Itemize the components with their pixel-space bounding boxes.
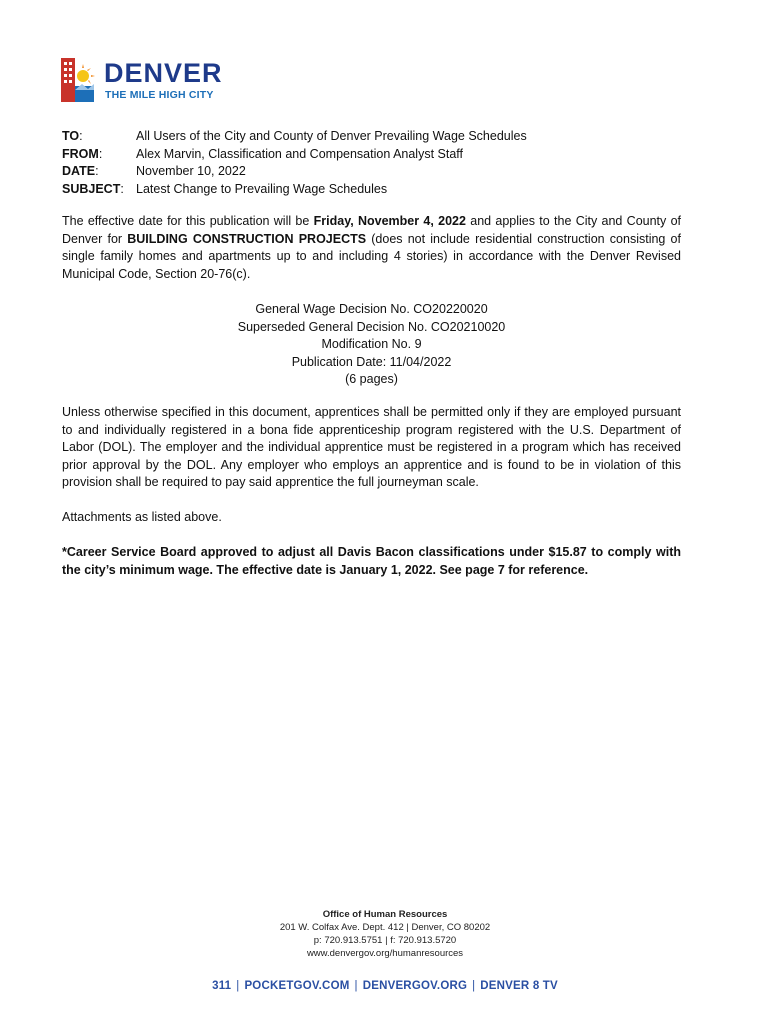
project-type: BUILDING CONSTRUCTION PROJECTS bbox=[127, 231, 367, 246]
footer-links: 311 | POCKETGOV.COM | DENVERGOV.ORG | DENVER 8 TV bbox=[212, 980, 558, 992]
footer-contact bbox=[0, 908, 770, 960]
link-pocketgov[interactable]: POCKETGOV.COM bbox=[244, 980, 350, 992]
link-denver8tv[interactable]: DENVER 8 TV bbox=[480, 980, 558, 992]
memo-from-label: FROM bbox=[62, 146, 99, 161]
link-311[interactable]: 311 bbox=[212, 980, 232, 992]
footer-phone: p: 720.913.5751 | f: 720.913.5720 bbox=[313, 935, 457, 946]
memo-to-label: TO bbox=[62, 129, 80, 143]
memo-row-from: FROM: Alex Marvin, Classification and Compensation Analyst Staff bbox=[62, 146, 622, 164]
decision-line: Publication Date: 11/04/2022 bbox=[291, 354, 452, 369]
footer-web[interactable]: www.denvergov.org/humanresources bbox=[306, 948, 464, 959]
decision-line: Superseded General Decision No. CO20210020 bbox=[237, 319, 506, 334]
memo-row-subject: SUBJECT: Latest Change to Prevailing Wage Schedules bbox=[62, 181, 622, 199]
memo-to-value: All Users of the City and County of Denver Prevailing Wage Schedules bbox=[136, 129, 527, 143]
decision-line: Modification No. 9 bbox=[321, 337, 422, 351]
attachments-paragraph: Attachments as listed above. bbox=[62, 510, 222, 524]
decision-line: General Wage Decision No. CO20220020 bbox=[255, 302, 488, 316]
memo-from-value: Alex Marvin, Classification and Compensation Analyst Staff bbox=[136, 146, 464, 161]
memo-date-label: DATE bbox=[62, 164, 96, 178]
memo-row-to: TO: All Users of the City and County of Denver Prevailing Wage Schedules bbox=[62, 128, 622, 146]
decision-line: (6 pages) bbox=[345, 372, 398, 386]
career-service-note: *Career Service Board approved to adjust all Davis Bacon classifications under $15.87 to comply with the city’s minimum wage. The effective date is January 1, 2022. See page 7 for reference. bbox=[62, 545, 681, 577]
brand-tagline: THE MILE HIGH CITY bbox=[105, 89, 214, 101]
memo-date-value: November 10, 2022 bbox=[136, 164, 246, 178]
effective-date-paragraph: The effective date for this publication will be Friday, November 4, 2022 and applies to the City and County of Denver for BUILDING CONSTRUCTION PROJECTS (does not include residential construction consisting of single family homes and apartments up to and including 4 stories) in accordance with the Denver Revised Municipal Code, Section 20-76(c). bbox=[62, 214, 682, 281]
memo-row-date: DATE: November 10, 2022 bbox=[62, 163, 622, 181]
memo-subject-label: SUBJECT bbox=[62, 181, 121, 196]
decision-block bbox=[62, 301, 681, 389]
memo-header bbox=[62, 128, 622, 198]
effective-date: Friday, November 4, 2022 bbox=[313, 214, 466, 228]
link-denvergov[interactable]: DENVERGOV.ORG bbox=[362, 980, 468, 992]
memo-subject-value: Latest Change to Prevailing Wage Schedules bbox=[136, 181, 388, 196]
footer-office: Office of Human Resources bbox=[322, 909, 448, 920]
denver-logo bbox=[58, 56, 228, 106]
apprentice-paragraph: Unless otherwise specified in this document, apprentices shall be permitted only if they are employed pursuant to and individually registered in a bona fide apprenticeship program registered with the U.S. Department of Labor (DOL). The employer and the individual apprentice must be registered in a program which has received prior approval by the DOL. Any employer who employs an apprentice and is found to be in violation of this provision shall be required to pay said apprentice the full journeyman scale. bbox=[62, 405, 681, 489]
brand-name: DENVER bbox=[104, 58, 223, 88]
denver-logo-icon bbox=[58, 56, 96, 104]
footer-address: 201 W. Colfax Ave. Dept. 412 | Denver, CO 80202 bbox=[279, 922, 491, 933]
